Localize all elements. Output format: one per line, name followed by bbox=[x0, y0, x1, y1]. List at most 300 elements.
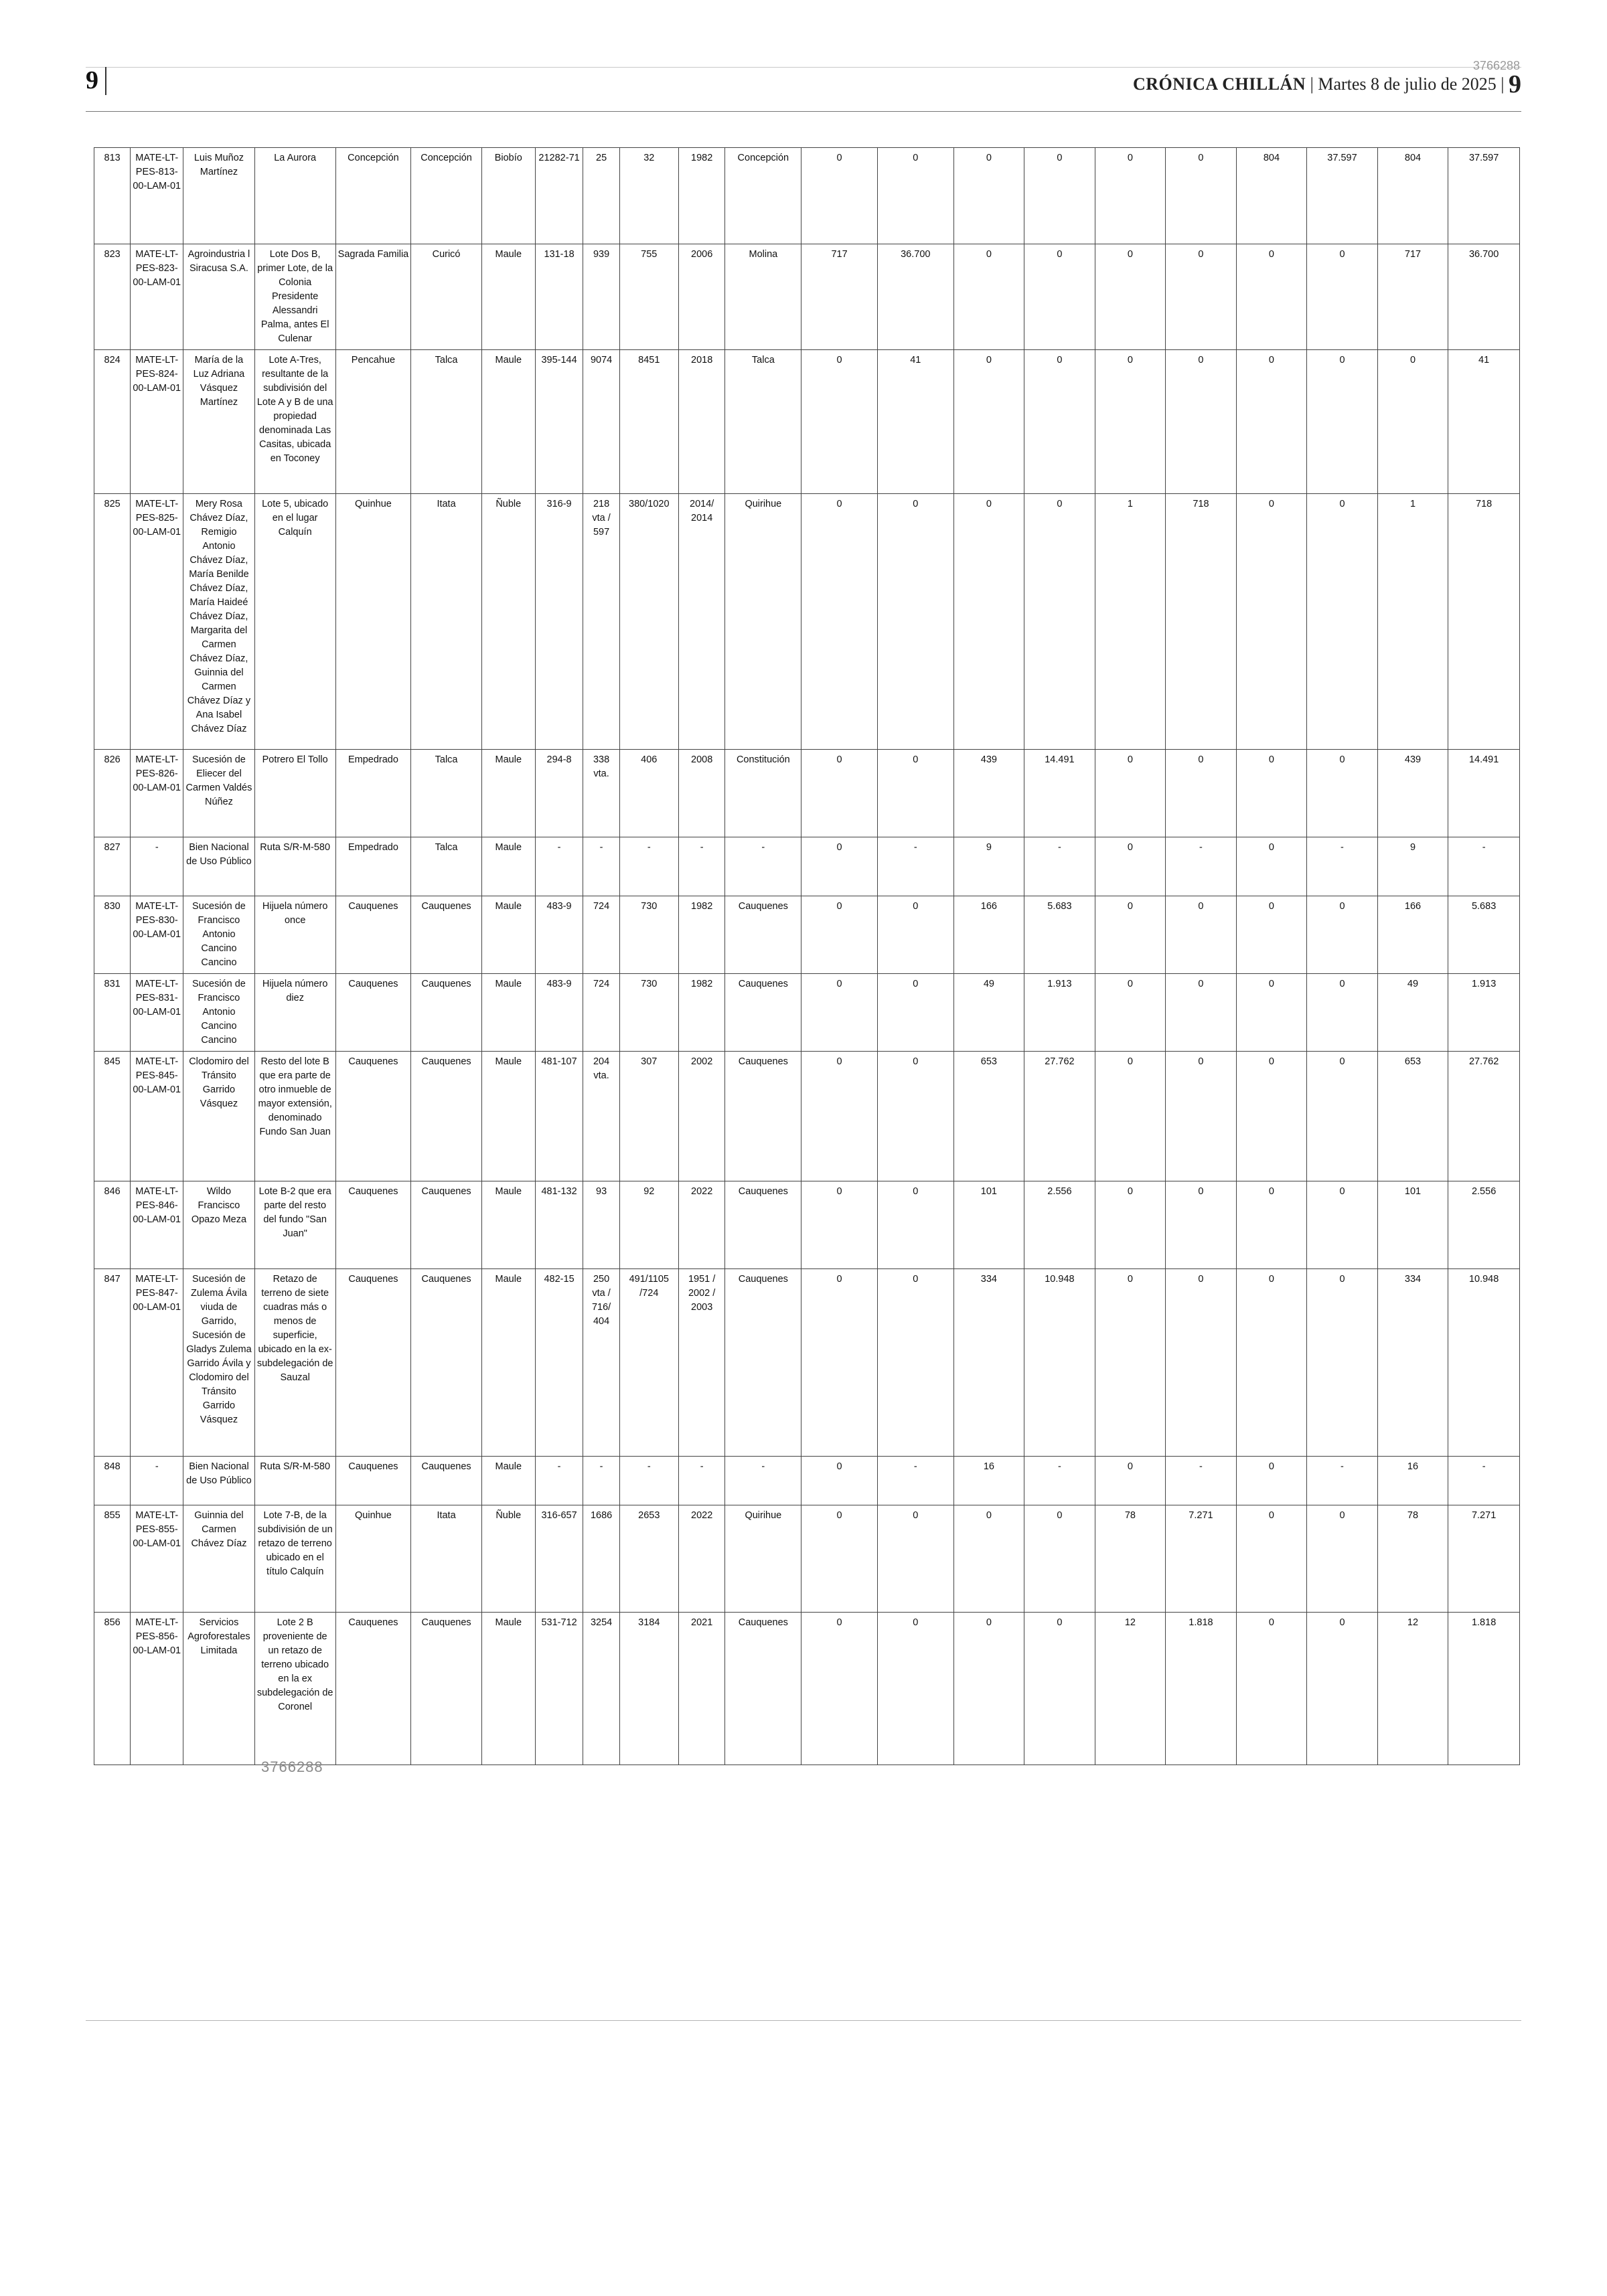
area-value-5-cell: 78 bbox=[1095, 1505, 1166, 1613]
area-value-4-cell: 14.491 bbox=[1024, 750, 1095, 837]
inscription-year-cell: 2022 bbox=[678, 1181, 725, 1269]
rol-avaluo-cell: - bbox=[535, 837, 583, 896]
region-cell: Maule bbox=[481, 350, 535, 494]
province-cell: Cauquenes bbox=[411, 1181, 482, 1269]
area-value-8-cell: 0 bbox=[1307, 896, 1378, 974]
lot-code-cell: MATE-LT-PES-831-00-LAM-01 bbox=[131, 974, 183, 1052]
area-value-7-cell: 0 bbox=[1236, 974, 1307, 1052]
total-area-value-2-cell: 7.271 bbox=[1448, 1505, 1520, 1613]
area-value-3-cell: 0 bbox=[953, 1613, 1024, 1765]
row-number-cell: 823 bbox=[94, 244, 131, 350]
inscription-number-cell: - bbox=[619, 1457, 678, 1505]
region-cell: Maule bbox=[481, 244, 535, 350]
total-area-value-cell: 49 bbox=[1377, 974, 1448, 1052]
region-cell: Maule bbox=[481, 1052, 535, 1181]
lot-code-cell: MATE-LT-PES-813-00-LAM-01 bbox=[131, 148, 183, 244]
area-value-4-cell: 0 bbox=[1024, 1505, 1095, 1613]
fojas-cell: 338 vta. bbox=[583, 750, 619, 837]
row-number-cell: 826 bbox=[94, 750, 131, 837]
owner-name-cell: Sucesión de Francisco Antonio Cancino Cancino bbox=[183, 974, 255, 1052]
province-cell: Cauquenes bbox=[411, 896, 482, 974]
area-value-4-cell: 10.948 bbox=[1024, 1269, 1095, 1457]
registry-office-cell: Molina bbox=[725, 244, 801, 350]
area-value-6-cell: - bbox=[1166, 837, 1237, 896]
area-value-4-cell: 2.556 bbox=[1024, 1181, 1095, 1269]
comuna-cell: Sagrada Familia bbox=[335, 244, 411, 350]
inscription-year-cell: 2008 bbox=[678, 750, 725, 837]
area-value-6-cell: 0 bbox=[1166, 244, 1237, 350]
rol-avaluo-cell: 481-107 bbox=[535, 1052, 583, 1181]
area-value-8-cell: 0 bbox=[1307, 750, 1378, 837]
fojas-cell: 204 vta. bbox=[583, 1052, 619, 1181]
fojas-cell: 939 bbox=[583, 244, 619, 350]
row-number-cell: 825 bbox=[94, 494, 131, 750]
area-value-8-cell: - bbox=[1307, 1457, 1378, 1505]
area-value-3-cell: 0 bbox=[953, 148, 1024, 244]
comuna-cell: Pencahue bbox=[335, 350, 411, 494]
lot-code-cell: MATE-LT-PES-845-00-LAM-01 bbox=[131, 1052, 183, 1181]
area-value-3-cell: 166 bbox=[953, 896, 1024, 974]
area-value-6-cell: 718 bbox=[1166, 494, 1237, 750]
total-area-value-2-cell: 27.762 bbox=[1448, 1052, 1520, 1181]
owner-name-cell: María de la Luz Adriana Vásquez Martínez bbox=[183, 350, 255, 494]
area-value-1-cell: 0 bbox=[801, 974, 878, 1052]
area-value-5-cell: 0 bbox=[1095, 1052, 1166, 1181]
area-value-8-cell: 0 bbox=[1307, 1181, 1378, 1269]
area-value-1-cell: 0 bbox=[801, 1613, 878, 1765]
lot-code-cell: MATE-LT-PES-855-00-LAM-01 bbox=[131, 1505, 183, 1613]
area-value-8-cell: 0 bbox=[1307, 1269, 1378, 1457]
inscription-year-cell: 2022 bbox=[678, 1505, 725, 1613]
area-value-3-cell: 9 bbox=[953, 837, 1024, 896]
inscription-number-cell: - bbox=[619, 837, 678, 896]
newspaper-name: CRÓNICA CHILLÁN bbox=[1132, 74, 1306, 94]
property-name-cell: Lote Dos B, primer Lote, de la Colonia Presidente Alessandri Palma, antes El Culenar bbox=[254, 244, 335, 350]
registry-office-cell: Quirihue bbox=[725, 1505, 801, 1613]
owner-name-cell: Luis Muñoz Martínez bbox=[183, 148, 255, 244]
inscription-number-cell: 2653 bbox=[619, 1505, 678, 1613]
rol-avaluo-cell: 316-9 bbox=[535, 494, 583, 750]
comuna-cell: Cauquenes bbox=[335, 1269, 411, 1457]
area-value-3-cell: 101 bbox=[953, 1181, 1024, 1269]
registry-office-cell: Cauquenes bbox=[725, 1181, 801, 1269]
area-value-1-cell: 0 bbox=[801, 350, 878, 494]
inscription-year-cell: 1982 bbox=[678, 896, 725, 974]
registry-office-cell: Constitución bbox=[725, 750, 801, 837]
fojas-cell: 25 bbox=[583, 148, 619, 244]
rol-avaluo-cell: 316-657 bbox=[535, 1505, 583, 1613]
area-value-2-cell: 41 bbox=[877, 350, 953, 494]
rol-avaluo-cell: 483-9 bbox=[535, 896, 583, 974]
owner-name-cell: Bien Nacional de Uso Público bbox=[183, 837, 255, 896]
table-row bbox=[94, 1457, 1520, 1505]
region-cell: Maule bbox=[481, 750, 535, 837]
owner-name-cell: Sucesión de Zulema Ávila viuda de Garrido, Sucesión de Gladys Zulema Garrido Ávila y Clodomiro del Tránsito Garrido Vásquez bbox=[183, 1269, 255, 1457]
area-value-2-cell: 0 bbox=[877, 1505, 953, 1613]
inscription-number-cell: 3184 bbox=[619, 1613, 678, 1765]
table-row bbox=[94, 1052, 1520, 1181]
footer-rule bbox=[86, 2020, 1521, 2021]
fojas-cell: 218 vta / 597 bbox=[583, 494, 619, 750]
lot-code-cell: MATE-LT-PES-826-00-LAM-01 bbox=[131, 750, 183, 837]
footer-stamp: 3766288 bbox=[261, 1758, 323, 1775]
region-cell: Maule bbox=[481, 974, 535, 1052]
area-value-3-cell: 439 bbox=[953, 750, 1024, 837]
province-cell: Curicó bbox=[411, 244, 482, 350]
inscription-number-cell: 92 bbox=[619, 1181, 678, 1269]
fojas-cell: 724 bbox=[583, 896, 619, 974]
owner-name-cell: Servicios Agroforestales Limitada bbox=[183, 1613, 255, 1765]
area-value-2-cell: 0 bbox=[877, 148, 953, 244]
owner-name-cell: Wildo Francisco Opazo Meza bbox=[183, 1181, 255, 1269]
total-area-value-cell: 78 bbox=[1377, 1505, 1448, 1613]
owner-name-cell: Agroindustria l Siracusa S.A. bbox=[183, 244, 255, 350]
lot-code-cell: MATE-LT-PES-847-00-LAM-01 bbox=[131, 1269, 183, 1457]
table-row bbox=[94, 1269, 1520, 1457]
table-row bbox=[94, 1181, 1520, 1269]
region-cell: Maule bbox=[481, 896, 535, 974]
area-value-8-cell: - bbox=[1307, 837, 1378, 896]
area-value-7-cell: 0 bbox=[1236, 1052, 1307, 1181]
area-value-5-cell: 0 bbox=[1095, 974, 1166, 1052]
rol-avaluo-cell: 395-144 bbox=[535, 350, 583, 494]
area-value-6-cell: 0 bbox=[1166, 1052, 1237, 1181]
area-value-5-cell: 0 bbox=[1095, 1181, 1166, 1269]
registry-office-cell: Quirihue bbox=[725, 494, 801, 750]
owner-name-cell: Clodomiro del Tránsito Garrido Vásquez bbox=[183, 1052, 255, 1181]
total-area-value-cell: 0 bbox=[1377, 350, 1448, 494]
area-value-2-cell: 0 bbox=[877, 494, 953, 750]
row-number-cell: 831 bbox=[94, 974, 131, 1052]
province-cell: Itata bbox=[411, 494, 482, 750]
owner-name-cell: Guinnia del Carmen Chávez Díaz bbox=[183, 1505, 255, 1613]
inscription-number-cell: 730 bbox=[619, 974, 678, 1052]
total-area-value-cell: 653 bbox=[1377, 1052, 1448, 1181]
area-value-8-cell: 0 bbox=[1307, 1052, 1378, 1181]
fojas-cell: - bbox=[583, 1457, 619, 1505]
area-value-2-cell: 0 bbox=[877, 896, 953, 974]
area-value-2-cell: 0 bbox=[877, 1613, 953, 1765]
property-name-cell: Hijuela número diez bbox=[254, 974, 335, 1052]
total-area-value-cell: 16 bbox=[1377, 1457, 1448, 1505]
inscription-year-cell: 1982 bbox=[678, 148, 725, 244]
area-value-4-cell: 0 bbox=[1024, 494, 1095, 750]
province-cell: Itata bbox=[411, 1505, 482, 1613]
area-value-7-cell: 0 bbox=[1236, 837, 1307, 896]
property-name-cell: Lote 5, ubicado en el lugar Calquín bbox=[254, 494, 335, 750]
area-value-6-cell: 0 bbox=[1166, 750, 1237, 837]
inscription-year-cell: 2018 bbox=[678, 350, 725, 494]
registry-office-cell: - bbox=[725, 1457, 801, 1505]
owner-name-cell: Bien Nacional de Uso Público bbox=[183, 1457, 255, 1505]
table-row bbox=[94, 896, 1520, 974]
table-row bbox=[94, 148, 1520, 244]
region-cell: Maule bbox=[481, 1613, 535, 1765]
inscription-year-cell: 1951 / 2002 / 2003 bbox=[678, 1269, 725, 1457]
row-number-cell: 848 bbox=[94, 1457, 131, 1505]
inscription-number-cell: 380/1020 bbox=[619, 494, 678, 750]
lot-code-cell: - bbox=[131, 1457, 183, 1505]
area-value-3-cell: 0 bbox=[953, 244, 1024, 350]
area-value-5-cell: 0 bbox=[1095, 1457, 1166, 1505]
province-cell: Talca bbox=[411, 750, 482, 837]
header-stamp: 3766288 bbox=[1472, 59, 1520, 72]
province-cell: Concepción bbox=[411, 148, 482, 244]
total-area-value-2-cell: 718 bbox=[1448, 494, 1520, 750]
table-row bbox=[94, 837, 1520, 896]
total-area-value-cell: 439 bbox=[1377, 750, 1448, 837]
fojas-cell: 724 bbox=[583, 974, 619, 1052]
separator: | bbox=[1310, 74, 1318, 94]
region-cell: Maule bbox=[481, 1457, 535, 1505]
area-value-1-cell: 717 bbox=[801, 244, 878, 350]
fojas-cell: 1686 bbox=[583, 1505, 619, 1613]
area-value-1-cell: 0 bbox=[801, 1505, 878, 1613]
total-area-value-2-cell: 2.556 bbox=[1448, 1181, 1520, 1269]
row-number-cell: 845 bbox=[94, 1052, 131, 1181]
area-value-7-cell: 804 bbox=[1236, 148, 1307, 244]
area-value-2-cell: 0 bbox=[877, 1269, 953, 1457]
table-row bbox=[94, 974, 1520, 1052]
issue-date: Martes 8 de julio de 2025 bbox=[1318, 74, 1497, 94]
inscription-year-cell: - bbox=[678, 837, 725, 896]
area-value-3-cell: 49 bbox=[953, 974, 1024, 1052]
province-cell: Cauquenes bbox=[411, 974, 482, 1052]
total-area-value-cell: 12 bbox=[1377, 1613, 1448, 1765]
area-value-4-cell: 0 bbox=[1024, 244, 1095, 350]
area-value-2-cell: 0 bbox=[877, 974, 953, 1052]
expropriation-table bbox=[94, 147, 1520, 1765]
area-value-7-cell: 0 bbox=[1236, 350, 1307, 494]
comuna-cell: Empedrado bbox=[335, 750, 411, 837]
area-value-5-cell: 0 bbox=[1095, 350, 1166, 494]
area-value-2-cell: 0 bbox=[877, 750, 953, 837]
area-value-3-cell: 0 bbox=[953, 350, 1024, 494]
area-value-6-cell: 0 bbox=[1166, 896, 1237, 974]
area-value-2-cell: - bbox=[877, 1457, 953, 1505]
lot-code-cell: - bbox=[131, 837, 183, 896]
registry-office-cell: Talca bbox=[725, 350, 801, 494]
area-value-1-cell: 0 bbox=[801, 750, 878, 837]
inscription-year-cell: 2006 bbox=[678, 244, 725, 350]
property-name-cell: Lote A-Tres, resultante de la subdivisión del Lote A y B de una propiedad denominada Las Casitas, ubicada en Toconey bbox=[254, 350, 335, 494]
region-cell: Ñuble bbox=[481, 494, 535, 750]
total-area-value-2-cell: 37.597 bbox=[1448, 148, 1520, 244]
row-number-cell: 856 bbox=[94, 1613, 131, 1765]
inscription-number-cell: 755 bbox=[619, 244, 678, 350]
rol-avaluo-cell: 131-18 bbox=[535, 244, 583, 350]
area-value-5-cell: 0 bbox=[1095, 896, 1166, 974]
header-bottom-rule bbox=[86, 111, 1521, 112]
area-value-8-cell: 37.597 bbox=[1307, 148, 1378, 244]
area-value-2-cell: 0 bbox=[877, 1052, 953, 1181]
lot-code-cell: MATE-LT-PES-830-00-LAM-01 bbox=[131, 896, 183, 974]
lot-code-cell: MATE-LT-PES-825-00-LAM-01 bbox=[131, 494, 183, 750]
area-value-1-cell: 0 bbox=[801, 837, 878, 896]
registry-office-cell: Cauquenes bbox=[725, 896, 801, 974]
rol-avaluo-cell: 294-8 bbox=[535, 750, 583, 837]
total-area-value-cell: 1 bbox=[1377, 494, 1448, 750]
comuna-cell: Cauquenes bbox=[335, 1457, 411, 1505]
row-number-cell: 824 bbox=[94, 350, 131, 494]
region-cell: Maule bbox=[481, 837, 535, 896]
header-divider bbox=[105, 67, 106, 95]
registry-office-cell: Concepción bbox=[725, 148, 801, 244]
property-name-cell: La Aurora bbox=[254, 148, 335, 244]
rol-avaluo-cell: 481-132 bbox=[535, 1181, 583, 1269]
area-value-5-cell: 0 bbox=[1095, 244, 1166, 350]
area-value-4-cell: 5.683 bbox=[1024, 896, 1095, 974]
rol-avaluo-cell: 483-9 bbox=[535, 974, 583, 1052]
area-value-6-cell: 0 bbox=[1166, 1181, 1237, 1269]
area-value-3-cell: 653 bbox=[953, 1052, 1024, 1181]
area-value-7-cell: 0 bbox=[1236, 1457, 1307, 1505]
area-value-7-cell: 0 bbox=[1236, 244, 1307, 350]
table-row bbox=[94, 350, 1520, 494]
property-name-cell: Lote 7-B, de la subdivisión de un retazo de terreno ubicado en el título Calquín bbox=[254, 1505, 335, 1613]
area-value-7-cell: 0 bbox=[1236, 1505, 1307, 1613]
property-name-cell: Hijuela número once bbox=[254, 896, 335, 974]
total-area-value-2-cell: 14.491 bbox=[1448, 750, 1520, 837]
area-value-7-cell: 0 bbox=[1236, 1613, 1307, 1765]
registry-office-cell: Cauquenes bbox=[725, 1613, 801, 1765]
area-value-1-cell: 0 bbox=[801, 1457, 878, 1505]
fojas-cell: 250 vta / 716/ 404 bbox=[583, 1269, 619, 1457]
total-area-value-2-cell: 1.818 bbox=[1448, 1613, 1520, 1765]
province-cell: Cauquenes bbox=[411, 1269, 482, 1457]
province-cell: Cauquenes bbox=[411, 1613, 482, 1765]
area-value-6-cell: 0 bbox=[1166, 350, 1237, 494]
comuna-cell: Cauquenes bbox=[335, 896, 411, 974]
page-number-right: 9 bbox=[1509, 70, 1521, 98]
row-number-cell: 813 bbox=[94, 148, 131, 244]
row-number-cell: 846 bbox=[94, 1181, 131, 1269]
rol-avaluo-cell: 21282-71 bbox=[535, 148, 583, 244]
area-value-4-cell: 27.762 bbox=[1024, 1052, 1095, 1181]
table-row bbox=[94, 1613, 1520, 1765]
area-value-7-cell: 0 bbox=[1236, 1181, 1307, 1269]
comuna-cell: Cauquenes bbox=[335, 1613, 411, 1765]
area-value-4-cell: - bbox=[1024, 1457, 1095, 1505]
area-value-8-cell: 0 bbox=[1307, 974, 1378, 1052]
area-value-5-cell: 0 bbox=[1095, 1269, 1166, 1457]
area-value-3-cell: 0 bbox=[953, 494, 1024, 750]
property-name-cell: Ruta S/R-M-580 bbox=[254, 1457, 335, 1505]
area-value-2-cell: 0 bbox=[877, 1181, 953, 1269]
inscription-number-cell: 32 bbox=[619, 148, 678, 244]
total-area-value-2-cell: - bbox=[1448, 1457, 1520, 1505]
area-value-1-cell: 0 bbox=[801, 896, 878, 974]
area-value-3-cell: 334 bbox=[953, 1269, 1024, 1457]
area-value-4-cell: 1.913 bbox=[1024, 974, 1095, 1052]
total-area-value-2-cell: 5.683 bbox=[1448, 896, 1520, 974]
area-value-7-cell: 0 bbox=[1236, 494, 1307, 750]
fojas-cell: - bbox=[583, 837, 619, 896]
fojas-cell: 93 bbox=[583, 1181, 619, 1269]
owner-name-cell: Sucesión de Eliecer del Carmen Valdés Núñez bbox=[183, 750, 255, 837]
property-name-cell: Ruta S/R-M-580 bbox=[254, 837, 335, 896]
inscription-number-cell: 730 bbox=[619, 896, 678, 974]
fojas-cell: 3254 bbox=[583, 1613, 619, 1765]
registry-office-cell: Cauquenes bbox=[725, 1052, 801, 1181]
area-value-8-cell: 0 bbox=[1307, 244, 1378, 350]
area-value-6-cell: 1.818 bbox=[1166, 1613, 1237, 1765]
property-name-cell: Retazo de terreno de siete cuadras más o menos de superficie, ubicado en la ex-subdelegación de Sauzal bbox=[254, 1269, 335, 1457]
area-value-5-cell: 0 bbox=[1095, 750, 1166, 837]
region-cell: Maule bbox=[481, 1181, 535, 1269]
area-value-8-cell: 0 bbox=[1307, 1505, 1378, 1613]
table-row bbox=[94, 244, 1520, 350]
total-area-value-cell: 166 bbox=[1377, 896, 1448, 974]
total-area-value-2-cell: - bbox=[1448, 837, 1520, 896]
row-number-cell: 847 bbox=[94, 1269, 131, 1457]
total-area-value-2-cell: 41 bbox=[1448, 350, 1520, 494]
area-value-1-cell: 0 bbox=[801, 148, 878, 244]
area-value-8-cell: 0 bbox=[1307, 350, 1378, 494]
total-area-value-2-cell: 10.948 bbox=[1448, 1269, 1520, 1457]
inscription-number-cell: 406 bbox=[619, 750, 678, 837]
property-name-cell: Lote 2 B proveniente de un retazo de terreno ubicado en la ex subdelegación de Coronel bbox=[254, 1613, 335, 1765]
inscription-year-cell: 2002 bbox=[678, 1052, 725, 1181]
comuna-cell: Concepción bbox=[335, 148, 411, 244]
comuna-cell: Cauquenes bbox=[335, 1052, 411, 1181]
lot-code-cell: MATE-LT-PES-823-00-LAM-01 bbox=[131, 244, 183, 350]
area-value-1-cell: 0 bbox=[801, 1269, 878, 1457]
area-value-8-cell: 0 bbox=[1307, 494, 1378, 750]
area-value-5-cell: 0 bbox=[1095, 837, 1166, 896]
area-value-4-cell: 0 bbox=[1024, 148, 1095, 244]
table-row bbox=[94, 1505, 1520, 1613]
registry-office-cell: - bbox=[725, 837, 801, 896]
province-cell: Talca bbox=[411, 350, 482, 494]
page-number-left: 9 bbox=[86, 66, 98, 94]
area-value-6-cell: 0 bbox=[1166, 1269, 1237, 1457]
lot-code-cell: MATE-LT-PES-824-00-LAM-01 bbox=[131, 350, 183, 494]
masthead bbox=[1133, 70, 1521, 99]
rol-avaluo-cell: 482-15 bbox=[535, 1269, 583, 1457]
row-number-cell: 855 bbox=[94, 1505, 131, 1613]
area-value-4-cell: 0 bbox=[1024, 1613, 1095, 1765]
inscription-number-cell: 491/1105 /724 bbox=[619, 1269, 678, 1457]
inscription-year-cell: - bbox=[678, 1457, 725, 1505]
row-number-cell: 830 bbox=[94, 896, 131, 974]
rol-avaluo-cell: 531-712 bbox=[535, 1613, 583, 1765]
area-value-5-cell: 0 bbox=[1095, 148, 1166, 244]
area-value-1-cell: 0 bbox=[801, 1181, 878, 1269]
comuna-cell: Quinhue bbox=[335, 1505, 411, 1613]
owner-name-cell: Mery Rosa Chávez Díaz, Remigio Antonio Chávez Díaz, María Benilde Chávez Díaz, María Haideé Chávez Díaz, Margarita del Carmen Chávez Díaz, Guinnia del Carmen Chávez Díaz y Ana Isabel Chávez Díaz bbox=[183, 494, 255, 750]
area-value-4-cell: 0 bbox=[1024, 350, 1095, 494]
total-area-value-cell: 9 bbox=[1377, 837, 1448, 896]
total-area-value-cell: 334 bbox=[1377, 1269, 1448, 1457]
comuna-cell: Cauquenes bbox=[335, 1181, 411, 1269]
region-cell: Ñuble bbox=[481, 1505, 535, 1613]
table-row bbox=[94, 750, 1520, 837]
province-cell: Talca bbox=[411, 837, 482, 896]
inscription-year-cell: 2021 bbox=[678, 1613, 725, 1765]
property-name-cell: Lote B-2 que era parte del resto del fundo "San Juan" bbox=[254, 1181, 335, 1269]
header-top-rule bbox=[86, 67, 1521, 68]
total-area-value-2-cell: 36.700 bbox=[1448, 244, 1520, 350]
area-value-7-cell: 0 bbox=[1236, 896, 1307, 974]
area-value-2-cell: 36.700 bbox=[877, 244, 953, 350]
lot-code-cell: MATE-LT-PES-846-00-LAM-01 bbox=[131, 1181, 183, 1269]
area-value-6-cell: - bbox=[1166, 1457, 1237, 1505]
total-area-value-cell: 804 bbox=[1377, 148, 1448, 244]
area-value-1-cell: 0 bbox=[801, 1052, 878, 1181]
inscription-number-cell: 8451 bbox=[619, 350, 678, 494]
total-area-value-cell: 717 bbox=[1377, 244, 1448, 350]
